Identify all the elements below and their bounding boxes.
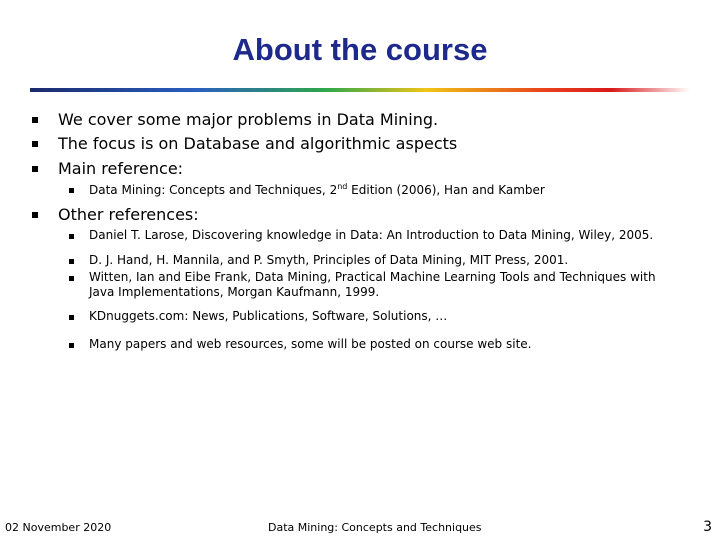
sub-bullet-icon	[69, 315, 74, 320]
title-divider	[30, 88, 690, 92]
reference-item: KDnuggets.com: News, Publications, Software, Solutions, …	[89, 309, 448, 323]
sub-bullet-icon	[69, 234, 74, 239]
bullet-text: We cover some major problems in Data Mining.	[58, 110, 439, 129]
footer-title: Data Mining: Concepts and Techniques	[268, 521, 482, 534]
sub-bullet-icon	[69, 276, 74, 281]
sub-bullet-icon	[69, 343, 74, 348]
bullet-icon	[32, 212, 38, 218]
reference-item: D. J. Hand, H. Mannila, and P. Smyth, Principles of Data Mining, MIT Press, 2001.	[89, 253, 569, 267]
bullet-icon	[32, 117, 38, 123]
reference-item: Many papers and web resources, some will be posted on course web site.	[89, 337, 532, 351]
main-reference-text-end: Edition (2006), Han and Kamber	[347, 183, 545, 197]
page-number: 3	[703, 519, 712, 535]
other-references-heading: Other references:	[58, 205, 199, 224]
reference-item: Daniel T. Larose, Discovering knowledge in Data: An Introduction to Data Mining, Wiley, 2005.	[89, 228, 654, 242]
main-reference-superscript: nd	[337, 182, 348, 191]
footer-date: 02 November 2020	[5, 521, 112, 534]
reference-item-continuation: Java Implementations, Morgan Kaufmann, 1999.	[89, 285, 380, 299]
main-reference-text: Data Mining: Concepts and Techniques, 2	[89, 183, 338, 197]
sub-bullet-icon	[69, 259, 74, 264]
main-reference	[89, 183, 545, 197]
slide-title: About the course	[232, 32, 488, 67]
reference-item: Witten, Ian and Eibe Frank, Data Mining, Practical Machine Learning Tools and Techniques with	[89, 270, 656, 284]
bullet-text: The focus is on Database and algorithmic aspects	[58, 134, 458, 153]
bullet-icon	[32, 141, 38, 147]
bullet-text: Main reference:	[58, 159, 184, 178]
sub-bullet-icon	[69, 188, 74, 193]
bullet-icon	[32, 166, 38, 172]
